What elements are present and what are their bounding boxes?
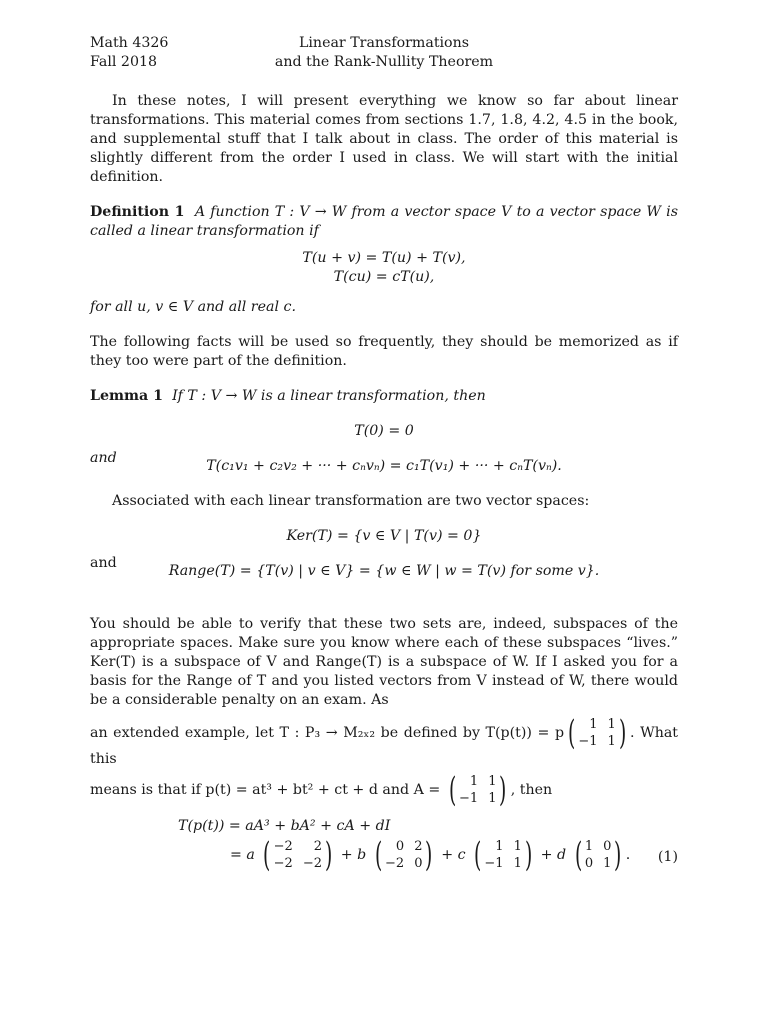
lemma-text: If T : V → W is a linear transformation, then: [172, 388, 486, 404]
definition-label: Definition 1: [90, 204, 185, 220]
verify-paragraph: You should be able to verify that these two sets are, indeed, subspaces of the appropriate spaces. Make sure you know where each of these subspaces “lives.” Ker(T) is a subspace of V and Range(T) is a subspace of W. If I asked you for a basis for the Range of T and you listed vectors from V instead of W, there would be a considerable penalty on an exam. As: [90, 616, 678, 708]
range-equation: Range(T) = {T(v) | v ∈ V} = {w ∈ W | w = T(v) for some v}.: [168, 563, 600, 579]
lemma-label: Lemma 1: [90, 388, 164, 404]
facts-paragraph: The following facts will be used so frequently, they should be memorized as if they too were part of the definition.: [90, 334, 678, 369]
final-equation-2: = a ( −2 2 −2 −2 ) + b ( 0 2 −2 0 ) + c ( 1 1 −1 1 ) + d ( 1 0 0 1 ) . (1): [230, 835, 678, 875]
and-word: and: [90, 555, 117, 571]
header-title: [90, 34, 678, 72]
definition-block: [90, 203, 678, 241]
equation-number: (1): [657, 849, 678, 865]
lemma-eq-2: T(c₁v₁ + c₂v₂ + ··· + cₙvₙ) = c₁T(v₁) + ··· + cₙT(vₙ).: [206, 458, 562, 474]
associated-paragraph: Associated with each linear transformation are two vector spaces:: [112, 493, 590, 509]
course-name: Math 4326: [90, 35, 169, 51]
kernel-equation: Ker(T) = {v ∈ V | T(v) = 0}: [286, 528, 482, 544]
intro-paragraph: In these notes, I will present everything we know so far about linear transformations. This material comes from sections 1.7, 1.8, 4.2, 4.5 in the book, and supplemental stuff that I talk about in class. The order of this material is slightly different from the order I used in class. We will start with the initial definition.: [90, 93, 678, 185]
example-line1-a: an extended example, let T : P₃ → M₂ₓ₂ be defined by T(p(t)) = p: [90, 725, 565, 741]
title-line-1: Linear Transformations: [298, 35, 470, 51]
lemma-and-row: [90, 450, 678, 476]
example-line-2: [90, 770, 678, 810]
matrix-A-inline: ( 1 1 −1 1 ): [568, 713, 627, 753]
matrix-A-cubed: ( −2 2 −2 −2 ): [263, 835, 333, 875]
matrix-A: ( 1 1 −1 1 ): [448, 770, 507, 810]
matrix-A-squared: ( 0 2 −2 0 ): [374, 835, 433, 875]
lemma-and: and: [90, 450, 117, 466]
definition-eq-1: T(u + v) = T(u) + T(v),: [302, 250, 466, 266]
term: Fall 2018: [90, 54, 158, 70]
lemma-eq-1: T(0) = 0: [354, 423, 414, 439]
matrix-identity: ( 1 0 0 1 ): [574, 835, 622, 875]
example-line1-b: . What this: [90, 725, 678, 767]
definition-tail: for all u, v ∈ V and all real c.: [90, 299, 296, 315]
document-page: [90, 34, 678, 875]
example-line2-b: , then: [510, 782, 553, 798]
example-line-1: [90, 713, 678, 769]
title-line-2: and the Rank-Nullity Theorem: [274, 54, 494, 70]
range-row: [90, 555, 678, 581]
example-line2-a: means is that if p(t) = at³ + bt² + ct + d and A =: [90, 782, 441, 798]
lemma-block: [90, 387, 678, 406]
definition-text: A function T : V → W from a vector space V to a vector space W is called a linear transformation if: [90, 204, 678, 239]
matrix-A-linear: ( 1 1 −1 1 ): [474, 835, 533, 875]
definition-eq-2: T(cu) = cT(u),: [333, 269, 435, 285]
document-header: [90, 34, 678, 72]
final-equation-1: T(p(t)) = aA³ + bA² + cA + dI: [178, 818, 391, 834]
